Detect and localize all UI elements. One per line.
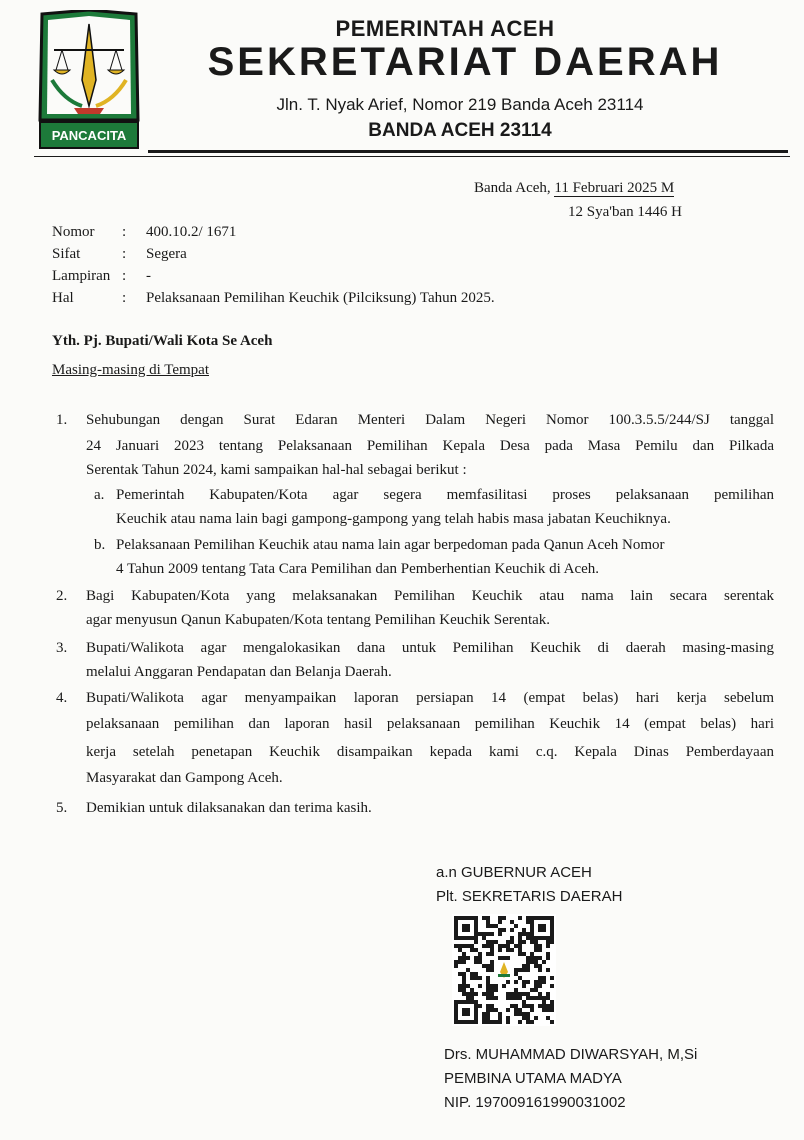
meta-separator: : (122, 224, 127, 240)
meta-separator: : (122, 268, 127, 284)
government-name: PEMERINTAH ACEH (335, 16, 555, 41)
letter-body (52, 0, 774, 1140)
recipient-location: Masing-masing di Tempat (52, 362, 209, 378)
signatory-nip: NIP. 197009161990031002 (444, 1094, 626, 1111)
signatory-name: Drs. MUHAMMAD DIWARSYAH, M,Si (444, 1046, 698, 1063)
body-line: 24 Januari 2023 tentang Pelaksanaan Pemilihan Kepala Desa pada Masa Pemilu dan Pilkada (86, 438, 774, 454)
signature-title: Plt. SEKRETARIS DAERAH (436, 888, 623, 905)
body-line: Demikian untuk dilaksanakan dan terima kasih. (86, 800, 372, 816)
meta-label: Lampiran (52, 268, 111, 284)
body-line: Sehubungan dengan Surat Edaran Menteri Dalam Negeri Nomor 100.3.5.5/244/SJ tanggal (86, 412, 774, 428)
subitem-letter: b. (94, 537, 106, 553)
meta-value: 400.10.2/ 1671 (146, 224, 237, 240)
body-line: melalui Anggaran Pendapatan dan Belanja Daerah. (86, 664, 392, 680)
body-line: 4 Tahun 2009 tentang Tata Cara Pemilihan dan Pemberhentian Keuchik di Aceh. (116, 561, 600, 577)
office-city: BANDA ACEH 23114 (368, 120, 552, 141)
office-name: SEKRETARIAT DAERAH (207, 40, 723, 84)
meta-value: - (146, 268, 151, 284)
meta-label: Hal (52, 290, 74, 306)
signatory-rank: PEMBINA UTAMA MADYA (444, 1070, 622, 1087)
office-address: Jln. T. Nyak Arief, Nomor 219 Banda Aceh 23114 (276, 95, 644, 114)
meta-label: Nomor (52, 224, 95, 240)
item-number: 5. (56, 800, 68, 816)
meta-separator: : (122, 246, 127, 262)
body-line: pelaksanaan pemilihan dan laporan hasil pelaksanaan pemilihan Keuchik 14 (empat belas) hari (86, 716, 774, 732)
date-hijri: 12 Sya'ban 1446 H (568, 204, 682, 220)
body-line: Bagi Kabupaten/Kota yang melaksanakan Pemilihan Keuchik atau nama lain secara serentak (86, 588, 774, 604)
meta-value: Segera (146, 246, 187, 262)
signature-on-behalf: a.n GUBERNUR ACEH (436, 864, 592, 881)
body-line: Keuchik atau nama lain bagi gampong-gampong yang telah habis masa jabatan Keuchiknya. (116, 511, 671, 527)
meta-separator: : (122, 290, 127, 306)
date-gregorian: 11 Februari 2025 M (554, 180, 675, 196)
body-line: Serentak Tahun 2024, kami sampaikan hal-hal sebagai berikut : (86, 462, 467, 478)
item-number: 4. (56, 690, 68, 706)
subitem-letter: a. (94, 487, 105, 503)
meta-value: Pelaksanaan Pemilihan Keuchik (Pilciksung) Tahun 2025. (146, 290, 495, 306)
body-line: Pemerintah Kabupaten/Kota agar segera memfasilitasi proses pelaksanaan pemilihan (116, 487, 774, 503)
body-line: Bupati/Walikota agar mengalokasikan dana untuk Pemilihan Keuchik di daerah masing-masing (86, 640, 774, 656)
meta-label: Sifat (52, 246, 81, 262)
recipient-line: Yth. Pj. Bupati/Wali Kota Se Aceh (52, 333, 273, 349)
item-number: 2. (56, 588, 68, 604)
qr-code-signature (452, 914, 556, 1026)
body-line: Pelaksanaan Pemilihan Keuchik atau nama lain agar berpedoman pada Qanun Aceh Nomor (116, 537, 665, 553)
item-number: 3. (56, 640, 68, 656)
body-line: Bupati/Walikota agar menyampaikan laporan persiapan 14 (empat belas) hari kerja sebelum (86, 690, 774, 706)
body-line: agar menyusun Qanun Kabupaten/Kota tentang Pemilihan Keuchik Serentak. (86, 612, 551, 628)
body-line: Masyarakat dan Gampong Aceh. (86, 770, 283, 786)
logo-banner-text: PANCACITA (51, 128, 127, 143)
body-line: kerja setelah penetapan Keuchik disampaikan kepada kami c.q. Kepala Dinas Pemberdayaan (86, 744, 774, 760)
date-place: Banda Aceh, (474, 180, 551, 196)
item-number: 1. (56, 412, 68, 428)
